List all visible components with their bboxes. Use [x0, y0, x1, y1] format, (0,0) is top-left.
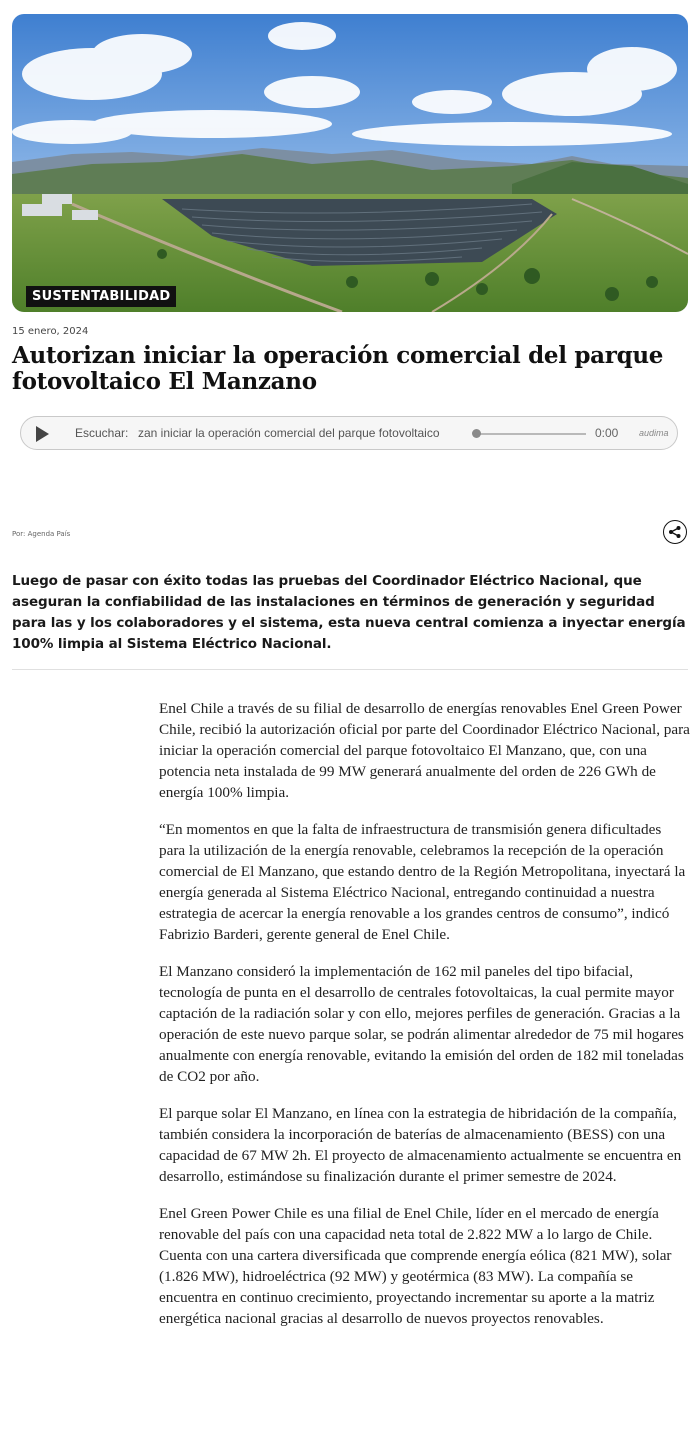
hero-image	[12, 14, 688, 312]
audio-track-title: zan iniciar la operación comercial del parque fotovoltaico	[138, 426, 440, 440]
play-icon	[33, 425, 51, 443]
article-paragraph: Enel Chile a través de su filial de desarrollo de energías renovables Enel Green Power Chile, recibió la autorización oficial por parte del Coordinador Eléctrico Nacional, para iniciar la operación comercial del parque fotovoltaico El Manzano, que, con una potencia neta instalada de 99 MW generará anualmente del orden de 226 GWh de energía 100% limpia.	[159, 700, 690, 801]
article-paragraph: “En momentos en que la falta de infraestructura de transmisión genera dificultades para la utilización de la energía renovable, celebramos la recepción de la operación comercial de El Manzano, que estando dentro de la Región Metropolitana, inyectará la energía generada al Sistema Eléctrico Nacional, entregando continuidad a nuestra estrategia de acercar la energía renovable a los grandes centros de consumo”, indicó Fabrizio Barderi, gerente general de Enel Chile.	[159, 821, 686, 943]
solar-park-landscape-image	[12, 14, 688, 312]
listen-label: Escuchar:	[75, 426, 129, 440]
play-button[interactable]	[31, 423, 53, 445]
audio-time: 0:00	[595, 426, 619, 440]
article-body	[159, 698, 691, 1345]
audio-progress-knob[interactable]	[472, 429, 481, 438]
category-tag[interactable]: SUSTENTABILIDAD	[26, 286, 176, 307]
audio-progress-track[interactable]	[476, 433, 586, 435]
share-button[interactable]	[663, 520, 687, 544]
article-lead: Luego de pasar con éxito todas las pruebas del Coordinador Eléctrico Nacional, que aseguran la confiabilidad de las instalaciones en términos de generación y seguridad para las y los colaboradores y el sistema, esta nueva central comienza a inyectar energía 100% limpia al Sistema Eléctrico Nacional.	[12, 573, 686, 652]
audio-player	[20, 416, 678, 450]
article-byline: Por: Agenda País	[12, 530, 71, 538]
article-date: 15 enero, 2024	[12, 326, 89, 337]
article-title: Autorizan iniciar la operación comercial del parque fotovoltaico El Manzano	[12, 342, 664, 395]
article-paragraph: El Manzano consideró la implementación de 162 mil paneles del tipo bifacial, tecnología de punta en el desarrollo de centrales fotovoltaicas, la cual permite mayor captación de la radiación solar y con ello, mejores perfiles de generación. Gracias a la operación de este nuevo parque solar, se podrán alimentar alrededor de 75 mil hogares anualmente con energía renovable, evitando la emisión del orden de 182 mil toneladas de CO2 por año.	[159, 963, 684, 1085]
article-paragraph: El parque solar El Manzano, en línea con la estrategia de hibridación de la compañía, también considera la incorporación de baterías de almacenamiento (BESS) con una capacidad de 67 MW 2h. El proyecto de almacenamiento actualmente se encuentra en desarrollo, estimándose su finalización durante el primer semestre de 2024.	[159, 1105, 682, 1185]
share-icon	[668, 525, 682, 539]
divider	[12, 669, 688, 670]
article-paragraph: Enel Green Power Chile es una filial de Enel Chile, líder en el mercado de energía renovable del país con una capacidad neta total de 2.822 MW a lo largo de Chile. Cuenta con una cartera diversificada que comprende energía eólica (821 MW), solar (1.826 MW), hidroeléctrica (92 MW) y geotérmica (83 MW). La compañía se encuentra en continuo crecimiento, proyectando incrementar su aporte a la matriz energética nacional gracias al desarrollo de nuevos proyectos renovables.	[159, 1205, 672, 1327]
audio-brand-logo[interactable]: audima	[639, 428, 669, 438]
